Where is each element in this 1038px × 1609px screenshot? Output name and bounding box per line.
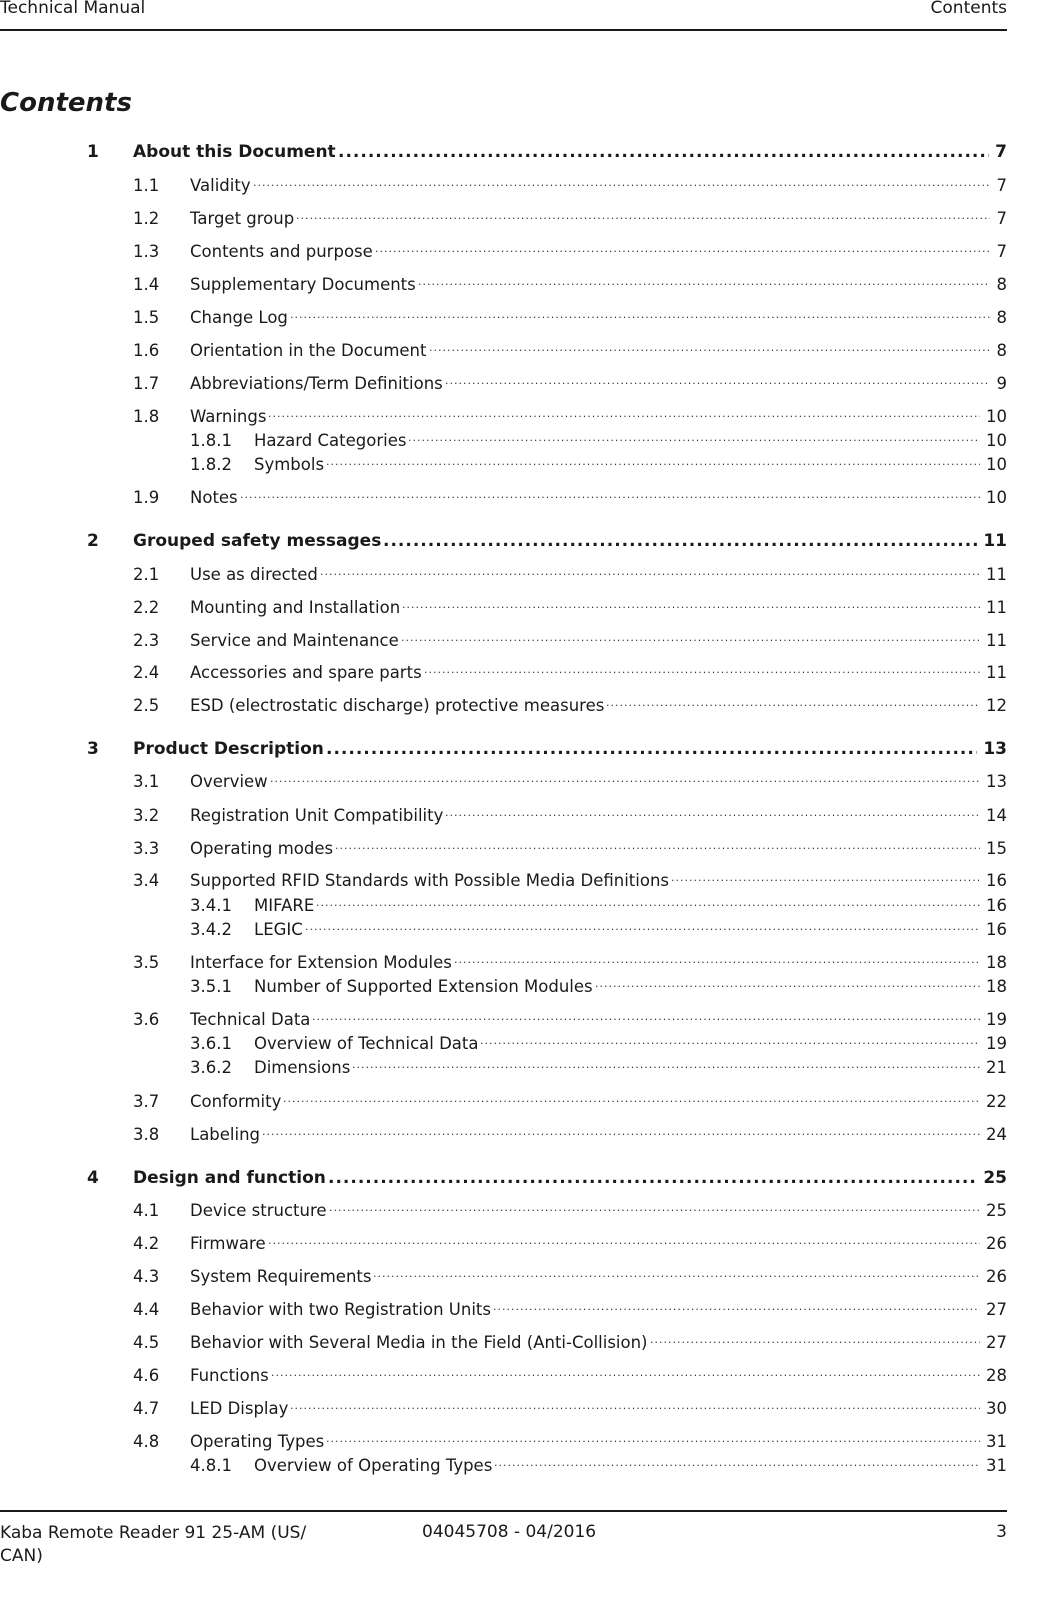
toc-dot-leader <box>429 341 990 363</box>
toc-dot-leader <box>296 209 990 231</box>
toc-entry-page: 13 <box>986 772 1007 791</box>
toc-entry-number: 1.7 <box>133 374 160 393</box>
toc-chapter-entry[interactable] <box>0 531 1007 553</box>
toc-section-entry[interactable] <box>0 565 1007 587</box>
toc-section-entry[interactable] <box>0 407 1007 429</box>
toc-entry-page: 19 <box>986 1034 1007 1053</box>
toc-dot-leader <box>316 896 980 918</box>
toc-dot-leader <box>424 663 980 685</box>
toc-dot-leader <box>408 431 980 453</box>
toc-entry-number: 4.5 <box>133 1333 160 1352</box>
toc-section-entry[interactable] <box>0 1092 1007 1114</box>
toc-section-entry[interactable] <box>0 242 1007 264</box>
toc-entry-number: 2.3 <box>133 631 160 650</box>
toc-entry-page: 25 <box>983 1168 1007 1188</box>
toc-entry-page: 7 <box>996 242 1007 261</box>
toc-entry-page: 8 <box>996 308 1007 327</box>
toc-section-entry[interactable] <box>0 341 1007 363</box>
toc-entry-title: LED Display <box>190 1399 289 1418</box>
toc-entry-title: Supplementary Documents <box>190 275 416 294</box>
toc-entry-title: Service and Maintenance <box>190 631 399 650</box>
toc-entry-number: 4.3 <box>133 1267 160 1286</box>
toc-entry-number: 3.4 <box>133 871 160 890</box>
toc-section-entry[interactable] <box>0 598 1007 620</box>
toc-entry-page: 13 <box>983 739 1007 759</box>
toc-section-entry[interactable] <box>0 1366 1007 1388</box>
toc-dot-leader <box>329 1201 980 1223</box>
toc-entry-title: Validity <box>190 176 251 195</box>
toc-entry-page: 31 <box>986 1456 1007 1475</box>
toc-entry-title: About this Document <box>133 142 336 162</box>
toc-entry-page: 9 <box>996 374 1007 393</box>
toc-section-entry[interactable] <box>0 1010 1007 1032</box>
toc-entry-number: 1.6 <box>133 341 160 360</box>
toc-entry-page: 26 <box>986 1234 1007 1253</box>
toc-section-entry[interactable] <box>0 1300 1007 1322</box>
toc-entry-title: Behavior with two Registration Units <box>190 1300 491 1319</box>
header-section-label: Contents <box>930 0 1007 18</box>
toc-entry-title: Behavior with Several Media in the Field (Anti-Collision) <box>190 1333 648 1352</box>
toc-entry-number: 1 <box>87 142 99 162</box>
toc-entry-number: 2.4 <box>133 663 160 682</box>
toc-entry-title: Registration Unit Compatibility <box>190 806 444 825</box>
toc-entry-title: Overview <box>190 772 268 791</box>
toc-section-entry[interactable] <box>0 488 1007 510</box>
toc-entry-page: 10 <box>986 407 1007 426</box>
toc-section-entry[interactable] <box>0 1333 1007 1355</box>
toc-entry-page: 7 <box>996 209 1007 228</box>
toc-entry-number: 3.2 <box>133 806 160 825</box>
toc-section-entry[interactable] <box>0 176 1007 198</box>
toc-subsection-entry[interactable] <box>0 977 1007 999</box>
toc-section-entry[interactable] <box>0 1201 1007 1223</box>
toc-section-entry[interactable] <box>0 209 1007 231</box>
toc-dot-leader <box>270 772 980 794</box>
toc-dot-leader <box>268 1234 980 1256</box>
toc-entry-title: Change Log <box>190 308 288 327</box>
toc-subsection-entry[interactable] <box>0 455 1007 477</box>
toc-dot-leader <box>375 242 990 264</box>
toc-entry-page: 11 <box>986 631 1007 650</box>
footer-document-title: Kaba Remote Reader 91 25-AM (US/ CAN) <box>0 1523 307 1566</box>
toc-entry-page: 7 <box>996 176 1007 195</box>
toc-entry-title: Operating Types <box>190 1432 325 1451</box>
toc-entry-title: Operating modes <box>190 839 334 858</box>
toc-dot-leader <box>418 275 990 297</box>
toc-entry-title: Overview of Technical Data <box>254 1034 479 1053</box>
toc-entry-title: Symbols <box>254 455 325 474</box>
toc-dot-leader <box>494 1456 980 1478</box>
toc-entry-page: 27 <box>986 1300 1007 1319</box>
toc-entry-number: 4.8 <box>133 1432 160 1451</box>
toc-entry-page: 10 <box>986 455 1007 474</box>
toc-chapter-entry[interactable] <box>0 1168 1007 1190</box>
toc-entry-number: 1.8.2 <box>190 455 232 474</box>
toc-entry-title: Device structure <box>190 1201 327 1220</box>
toc-entry-page: 10 <box>986 488 1007 507</box>
toc-dot-leader <box>326 739 977 761</box>
toc-section-entry[interactable] <box>0 1399 1007 1421</box>
toc-section-entry[interactable] <box>0 1267 1007 1289</box>
toc-section-entry[interactable] <box>0 308 1007 330</box>
toc-dot-leader <box>271 1366 980 1388</box>
toc-entry-number: 3.5 <box>133 953 160 972</box>
toc-section-entry[interactable] <box>0 806 1007 828</box>
footer-document-code: 04045708 - 04/2016 <box>422 1522 597 1542</box>
toc-dot-leader <box>283 1092 980 1114</box>
toc-dot-leader <box>338 142 989 164</box>
toc-subsection-entry[interactable] <box>0 1058 1007 1080</box>
toc-entry-number: 3.4.2 <box>190 920 232 939</box>
toc-entry-page: 7 <box>995 142 1007 162</box>
toc-entry-number: 4.1 <box>133 1201 160 1220</box>
toc-entry-number: 1.2 <box>133 209 160 228</box>
toc-entry-title: Grouped safety messages <box>133 531 382 551</box>
toc-entry-number: 1.9 <box>133 488 160 507</box>
toc-entry-page: 14 <box>986 806 1007 825</box>
toc-entry-number: 4.2 <box>133 1234 160 1253</box>
toc-entry-page: 8 <box>996 275 1007 294</box>
toc-entry-title: Dimensions <box>254 1058 351 1077</box>
toc-entry-page: 26 <box>986 1267 1007 1286</box>
toc-dot-leader <box>305 920 980 942</box>
toc-entry-page: 11 <box>983 531 1007 551</box>
toc-entry-page: 11 <box>986 565 1007 584</box>
toc-dot-leader <box>326 1432 980 1454</box>
toc-entry-title: LEGIC <box>254 920 303 939</box>
toc-entry-title: Overview of Operating Types <box>254 1456 493 1475</box>
toc-chapter-entry[interactable] <box>0 739 1007 761</box>
toc-entry-number: 2.2 <box>133 598 160 617</box>
toc-entry-page: 8 <box>996 341 1007 360</box>
toc-section-entry[interactable] <box>0 275 1007 297</box>
toc-entry-page: 21 <box>986 1058 1007 1077</box>
toc-dot-leader <box>445 806 980 828</box>
header-manual-label: Technical Manual <box>0 0 146 18</box>
toc-dot-leader <box>352 1058 980 1080</box>
toc-entry-page: 28 <box>986 1366 1007 1385</box>
toc-entry-page: 27 <box>986 1333 1007 1352</box>
toc-entry-number: 1.8.1 <box>190 431 232 450</box>
toc-entry-number: 1.1 <box>133 176 160 195</box>
toc-entry-page: 22 <box>986 1092 1007 1111</box>
toc-entry-title: Accessories and spare parts <box>190 663 422 682</box>
toc-entry-title: Labeling <box>190 1125 261 1144</box>
toc-entry-page: 11 <box>986 598 1007 617</box>
toc-entry-title: Notes <box>190 488 238 507</box>
toc-entry-title: MIFARE <box>254 896 315 915</box>
toc-dot-leader <box>650 1333 980 1355</box>
toc-entry-page: 11 <box>986 663 1007 682</box>
toc-dot-leader <box>320 565 980 587</box>
toc-entry-number: 3.3 <box>133 839 160 858</box>
toc-section-entry[interactable] <box>0 631 1007 653</box>
page-title: Contents <box>0 88 132 118</box>
toc-entry-title: Interface for Extension Modules <box>190 953 452 972</box>
toc-dot-leader <box>240 488 980 510</box>
toc-entry-number: 3.5.1 <box>190 977 232 996</box>
toc-entry-number: 1.3 <box>133 242 160 261</box>
toc-entry-number: 1.8 <box>133 407 160 426</box>
page-footer <box>0 1510 1007 1566</box>
toc-dot-leader <box>335 839 980 861</box>
toc-entry-title: System Requirements <box>190 1267 372 1286</box>
toc-section-entry[interactable] <box>0 953 1007 975</box>
toc-entry-number: 4.6 <box>133 1366 160 1385</box>
toc-entry-number: 3.1 <box>133 772 160 791</box>
toc-entry-page: 16 <box>986 920 1007 939</box>
toc-entry-title: Number of Supported Extension Modules <box>254 977 593 996</box>
toc-section-entry[interactable] <box>0 839 1007 861</box>
toc-entry-title: Mounting and Installation <box>190 598 401 617</box>
toc-section-entry[interactable] <box>0 871 1007 893</box>
toc-dot-leader <box>454 953 980 975</box>
toc-entry-number: 3.6.1 <box>190 1034 232 1053</box>
toc-entry-number: 3.8 <box>133 1125 160 1144</box>
toc-entry-title: Functions <box>190 1366 269 1385</box>
toc-entry-number: 4.4 <box>133 1300 160 1319</box>
toc-entry-page: 18 <box>986 977 1007 996</box>
toc-entry-title: Supported RFID Standards with Possible Media Definitions <box>190 871 670 890</box>
toc-entry-title: Conformity <box>190 1092 282 1111</box>
toc-section-entry[interactable] <box>0 1234 1007 1256</box>
toc-entry-number: 2.1 <box>133 565 160 584</box>
toc-entry-title: Warnings <box>190 407 267 426</box>
toc-entry-number: 4 <box>87 1168 99 1188</box>
toc-entry-number: 2 <box>87 531 99 551</box>
toc-section-entry[interactable] <box>0 663 1007 685</box>
toc-dot-leader <box>328 1168 977 1190</box>
toc-dot-leader <box>480 1034 980 1056</box>
toc-dot-leader <box>595 977 980 999</box>
toc-entry-number: 3.6.2 <box>190 1058 232 1077</box>
toc-entry-page: 30 <box>986 1399 1007 1418</box>
toc-section-entry[interactable] <box>0 696 1007 718</box>
toc-dot-leader <box>493 1300 980 1322</box>
toc-dot-leader <box>373 1267 980 1289</box>
toc-entry-page: 24 <box>986 1125 1007 1144</box>
toc-entry-page: 16 <box>986 871 1007 890</box>
toc-entry-title: Hazard Categories <box>254 431 407 450</box>
toc-dot-leader <box>402 598 980 620</box>
toc-dot-leader <box>401 631 980 653</box>
toc-entry-number: 2.5 <box>133 696 160 715</box>
toc-entry-title: Technical Data <box>190 1010 311 1029</box>
toc-dot-leader <box>253 176 990 198</box>
toc-entry-title: Design and function <box>133 1168 326 1188</box>
toc-entry-page: 25 <box>986 1201 1007 1220</box>
toc-subsection-entry[interactable] <box>0 896 1007 918</box>
toc-entry-number: 4.8.1 <box>190 1456 232 1475</box>
toc-dot-leader <box>268 407 980 429</box>
toc-dot-leader <box>290 1399 980 1421</box>
toc-entry-number: 1.4 <box>133 275 160 294</box>
toc-dot-leader <box>262 1125 980 1147</box>
toc-entry-title: Firmware <box>190 1234 266 1253</box>
toc-entry-number: 3.4.1 <box>190 896 232 915</box>
toc-entry-number: 3.6 <box>133 1010 160 1029</box>
toc-entry-page: 10 <box>986 431 1007 450</box>
toc-dot-leader <box>383 531 977 553</box>
toc-entry-title: Abbreviations/Term Definitions <box>190 374 443 393</box>
toc-subsection-entry[interactable] <box>0 920 1007 942</box>
toc-dot-leader <box>290 308 990 330</box>
toc-entry-page: 12 <box>986 696 1007 715</box>
toc-section-entry[interactable] <box>0 1125 1007 1147</box>
toc-entry-title: ESD (electrostatic discharge) protective measures <box>190 696 605 715</box>
toc-entry-number: 4.7 <box>133 1399 160 1418</box>
toc-dot-leader <box>671 871 980 893</box>
toc-entry-page: 31 <box>986 1432 1007 1451</box>
toc-entry-page: 16 <box>986 896 1007 915</box>
toc-entry-page: 19 <box>986 1010 1007 1029</box>
toc-dot-leader <box>312 1010 980 1032</box>
toc-entry-title: Use as directed <box>190 565 318 584</box>
toc-section-entry[interactable] <box>0 1432 1007 1454</box>
toc-chapter-entry[interactable] <box>0 142 1007 164</box>
toc-entry-number: 3 <box>87 739 99 759</box>
toc-section-entry[interactable] <box>0 374 1007 396</box>
toc-dot-leader <box>606 696 980 718</box>
toc-subsection-entry[interactable] <box>0 431 1007 453</box>
toc-entry-number: 1.5 <box>133 308 160 327</box>
toc-entry-title: Contents and purpose <box>190 242 373 261</box>
toc-section-entry[interactable] <box>0 772 1007 794</box>
toc-dot-leader <box>445 374 990 396</box>
toc-entry-title: Target group <box>190 209 295 228</box>
toc-entry-title: Product Description <box>133 739 324 759</box>
toc-dot-leader <box>326 455 980 477</box>
toc-entry-page: 15 <box>986 839 1007 858</box>
toc-subsection-entry[interactable] <box>0 1034 1007 1056</box>
toc-entry-number: 3.7 <box>133 1092 160 1111</box>
toc-entry-page: 18 <box>986 953 1007 972</box>
toc-subsection-entry[interactable] <box>0 1456 1007 1478</box>
toc-entry-title: Orientation in the Document <box>190 341 427 360</box>
footer-page-number: 3 <box>996 1522 1007 1542</box>
